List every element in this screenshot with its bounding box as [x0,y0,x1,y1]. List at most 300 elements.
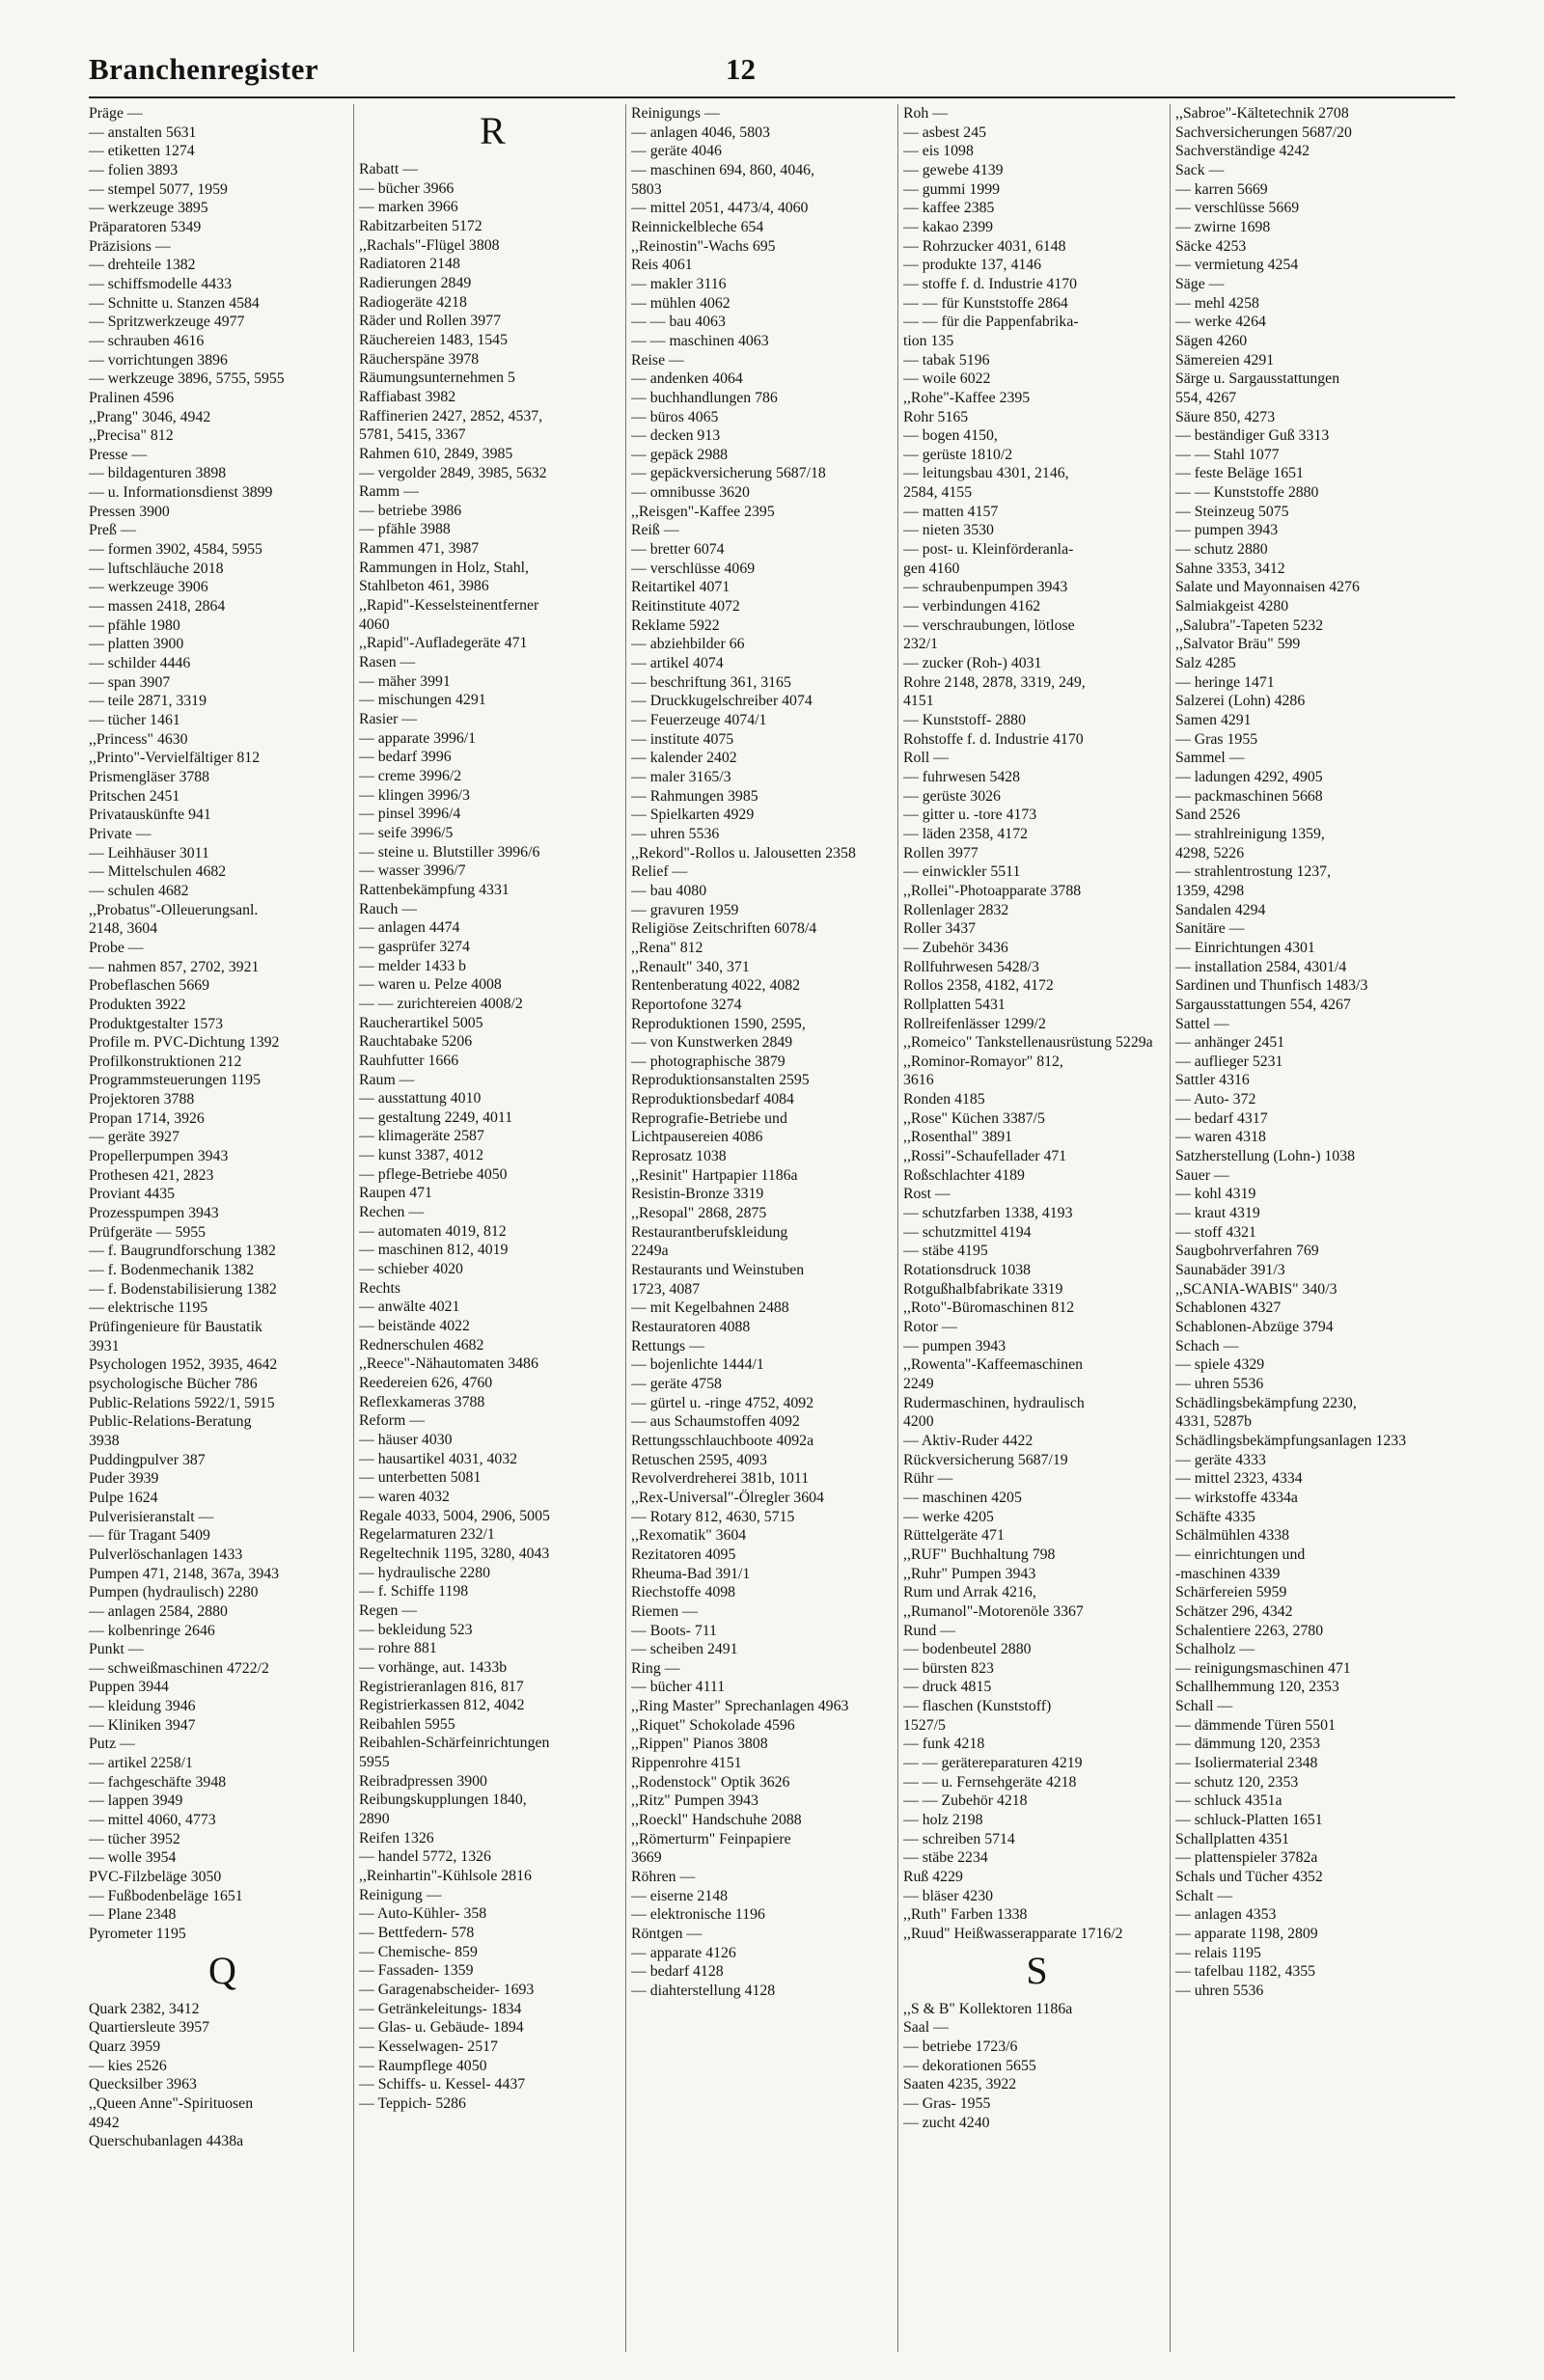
register-entry: — f. Baugrundforschung 1382 [89,1243,276,1260]
register-entry: — verschraubungen, lötlose [903,616,1075,634]
register-entry: Pulverisieranstalt — [89,1508,214,1525]
register-entry: — Mittelschulen 4682 [89,863,227,881]
register-entry: ,,Ritz" Pumpen 3943 [631,1792,758,1810]
register-entry: Raffinerien 2427, 2852, 4537, [359,407,543,424]
register-entry: — wasser 3996/7 [359,862,466,880]
register-entry: Salate und Mayonnaisen 4276 [1175,579,1360,596]
register-entry: — bretter 6074 [631,541,725,559]
register-entry: — Fassaden- 1359 [359,1962,474,1980]
register-entry: ,,Reece"-Nähautomaten 3486 [359,1355,538,1373]
register-entry: — bürsten 823 [903,1659,994,1677]
register-entry: — klingen 3996/3 [359,786,470,804]
register-entry: — anwälte 4021 [359,1299,460,1316]
register-entry: Sanitäre — [1175,920,1245,938]
register-entry: — Schnitte u. Stanzen 4584 [89,294,260,312]
register-entry: Radierungen 2849 [359,274,472,291]
register-entry: ,,Riquet" Schokolade 4596 [631,1716,795,1734]
register-entry: 232/1 [903,636,938,653]
register-entry: — relais 1195 [1175,1944,1261,1961]
register-entry: — zucht 4240 [903,2114,990,2131]
register-entry: — mäher 3991 [359,672,451,690]
register-entry: Putz — [89,1736,135,1753]
register-entry: — artikel 4074 [631,655,724,672]
register-entry: Prüfgeräte — 5955 [89,1223,207,1241]
register-entry: — wirkstoffe 4334a [1175,1489,1298,1506]
register-entry: — — bau 4063 [631,314,726,331]
register-entry: Reibradpressen 3900 [359,1772,487,1790]
register-entry: Propellerpumpen 3943 [89,1148,229,1165]
register-entry: Puder 3939 [89,1470,159,1488]
register-entry: Probe — [89,939,144,956]
register-entry: — bodenbeutel 2880 [903,1641,1032,1658]
register-entry: — werkzeuge 3896, 5755, 5955 [89,370,285,388]
register-entry: — creme 3996/2 [359,768,462,784]
register-entry: Proviant 4435 [89,1186,176,1203]
register-entry: — photographische 3879 [631,1053,786,1070]
register-entry: — handel 5772, 1326 [359,1848,491,1866]
register-entry: Schätzer 296, 4342 [1175,1602,1293,1620]
register-entry: — scheiben 2491 [631,1641,738,1658]
register-entry: — beschriftung 361, 3165 [631,673,791,691]
register-entry: Samen 4291 [1175,712,1252,728]
register-entry: Schalholz — [1175,1641,1255,1658]
register-entry: — drehteile 1382 [89,257,196,274]
register-columns [89,104,1455,2352]
register-entry: Reklame 5922 [631,616,720,634]
register-entry: Rabitzarbeiten 5172 [359,217,482,234]
register-entry: — waren 4318 [1175,1129,1266,1146]
register-entry: Raucherartikel 5005 [359,1014,483,1031]
register-entry: ,,Rollei"-Photoapparate 3788 [903,882,1082,899]
register-entry: ,,Rodenstock" Optik 3626 [631,1773,790,1791]
register-entry: Reifen 1326 [359,1829,434,1847]
register-entry: — maler 3165/3 [631,768,731,785]
register-entry: — schweißmaschinen 4722/2 [89,1659,269,1677]
register-entry: — stäbe 4195 [903,1243,988,1260]
section-letter: R [480,109,506,152]
register-entry: Programmsteuerungen 1195 [89,1072,261,1089]
register-entry: ,,SCANIA-WABIS" 340/3 [1175,1280,1337,1298]
register-entry: Reiß — [631,522,679,539]
register-entry: Säcke 4253 [1175,237,1247,255]
register-entry: Riemen — [631,1602,698,1620]
register-entry: — Feuerzeuge 4074/1 [631,712,767,728]
register-entry: — apparate 4126 [631,1944,736,1961]
register-entry: — Rahmungen 3985 [631,787,758,805]
register-entry: Schall — [1175,1698,1233,1715]
register-entry: — ausstattung 4010 [359,1090,482,1108]
register-entry: Querschubanlagen 4438a [89,2133,244,2150]
register-entry: — pflege-Betriebe 4050 [359,1165,508,1183]
register-entry: — bojenlichte 1444/1 [631,1356,764,1374]
register-entry: Probeflaschen 5669 [89,977,210,995]
register-entry: — vorrichtungen 3896 [89,351,228,369]
column-2 [353,104,626,2352]
register-entry: Rühr — [903,1470,953,1488]
register-entry: — schrauben 4616 [89,332,205,349]
column-1 [89,104,356,2352]
register-entry: Röhren — [631,1869,696,1886]
register-entry: Produktgestalter 1573 [89,1015,224,1032]
register-entry: 3931 [89,1337,120,1354]
column-4 [897,104,1171,2352]
column-5 [1170,104,1455,2352]
page-header [89,48,1455,96]
register-entry: Rollos 2358, 4182, 4172 [903,977,1054,995]
register-entry: ,,Ruhr" Pumpen 3943 [903,1565,1036,1582]
register-entry: — installation 2584, 4301/4 [1175,958,1347,975]
register-entry: Reibahlen-Schärfeinrichtungen [359,1735,550,1752]
register-entry: ,,Rena" 812 [631,939,703,956]
register-entry: Rauhfutter 1666 [359,1052,459,1069]
register-entry: — kohl 4319 [1175,1186,1256,1203]
register-entry: — — zurichtereien 4008/2 [359,995,523,1012]
register-entry: — marken 3966 [359,199,458,216]
register-entry: — u. Informationsdienst 3899 [89,484,273,502]
register-entry: Schädlingsbekämpfungsanlagen 1233 [1175,1432,1407,1449]
register-entry: — leitungsbau 4301, 2146, [903,465,1069,482]
register-entry: — mittel 2051, 4473/4, 4060 [631,200,809,217]
register-entry: Schallplatten 4351 [1175,1830,1290,1847]
register-entry: 554, 4267 [1175,389,1237,406]
register-entry: Ruß 4229 [903,1869,963,1886]
register-entry: Retuschen 2595, 4093 [631,1451,767,1468]
register-entry: — werke 4205 [903,1508,994,1525]
register-entry: ,,Rumanol"-Motorenöle 3367 [903,1602,1084,1620]
register-entry: — nahmen 857, 2702, 3921 [89,958,260,975]
register-entry: Reprografie-Betriebe und [631,1109,787,1127]
register-entry: — für Tragant 5409 [89,1527,210,1545]
register-entry: — uhren 5536 [631,825,720,842]
register-entry: Sandalen 4294 [1175,901,1266,918]
register-entry: Rudermaschinen, hydraulisch [903,1394,1085,1411]
register-entry: Schalentiere 2263, 2780 [1175,1622,1324,1639]
register-entry: — Getränkeleitungs- 1834 [359,2000,522,2017]
register-entry: 2584, 4155 [903,484,973,502]
register-entry: Reitartikel 4071 [631,579,731,596]
register-entry: — funk 4218 [903,1736,985,1753]
register-entry: — vorhänge, aut. 1433b [359,1658,508,1676]
register-entry: Sachversicherungen 5687/20 [1175,123,1352,141]
register-entry: — Garagenabscheider- 1693 [359,1982,535,1998]
register-entry: — holz 2198 [903,1812,983,1829]
register-entry: — dämmung 120, 2353 [1175,1736,1321,1753]
register-entry: — f. Bodenstabilisierung 1382 [89,1280,277,1298]
register-entry: Regelarmaturen 232/1 [359,1526,495,1544]
register-entry: — andenken 4064 [631,370,743,388]
register-entry: ,,Resopal" 2868, 2875 [631,1205,767,1222]
register-entry: — folien 3893 [89,161,179,178]
register-entry: — nieten 3530 [903,522,994,539]
register-entry: — — Stahl 1077 [1175,446,1280,463]
register-entry: — kalender 2402 [631,750,737,767]
register-entry: — lappen 3949 [89,1792,183,1810]
register-entry: ,,Rekord"-Rollos u. Jalousetten 2358 [631,844,856,862]
register-entry: ,,Rachals"-Flügel 3808 [359,236,500,254]
register-entry: Sattel — [1175,1015,1229,1032]
register-entry: — fachgeschäfte 3948 [89,1773,227,1791]
register-entry: — anlagen 4046, 5803 [631,123,770,141]
register-entry: — Leihhäuser 3011 [89,844,209,862]
register-entry: psychologische Bücher 786 [89,1375,258,1392]
register-entry: Schallhemmung 120, 2353 [1175,1679,1339,1696]
register-entry: — schreiben 5714 [903,1830,1015,1847]
register-entry: Schach — [1175,1337,1239,1354]
register-entry: — Spritzwerkzeuge 4977 [89,314,245,331]
register-entry: — strahlentrostung 1237, [1175,863,1332,881]
register-entry: — Fußbodenbeläge 1651 [89,1887,243,1904]
register-entry: Rammen 471, 3987 [359,540,480,558]
register-entry: Saal — [903,2019,949,2037]
section-letter: S [1026,1948,1048,1992]
register-entry: -maschinen 4339 [1175,1565,1281,1582]
register-entry: Salzerei (Lohn) 4286 [1175,693,1306,710]
register-entry: Restauratoren 4088 [631,1319,751,1335]
register-entry: Salmiakgeist 4280 [1175,598,1289,616]
register-entry: Präzisions — [89,237,171,255]
register-entry: Resistin-Bronze 3319 [631,1186,764,1203]
register-entry: — gerüste 3026 [903,787,1001,805]
register-entry: ,,Ruud" Heißwasserapparate 1716/2 [903,1926,1123,1942]
register-entry: Räumungsunternehmen 5 [359,369,515,387]
register-entry: Roh — [903,105,949,122]
register-entry: Rammungen in Holz, Stahl, [359,559,529,576]
register-entry: Sack — [1175,161,1225,178]
register-entry: Preß — [89,522,136,539]
register-entry: — betriebe 1723/6 [903,2038,1018,2055]
register-entry: Reinnickelbleche 654 [631,218,764,235]
register-entry: — läden 2358, 4172 [903,825,1028,842]
register-entry: — anhänger 2451 [1175,1034,1285,1052]
register-entry: — pumpen 3943 [903,1337,1006,1354]
register-entry: — mittel 2323, 4334 [1175,1470,1303,1488]
register-entry: ,,Rexomatik" 3604 [631,1527,747,1545]
register-entry: gen 4160 [903,560,960,577]
register-entry: Rattenbekämpfung 4331 [359,881,510,898]
register-entry: ,,Ruth" Farben 1338 [903,1906,1028,1924]
register-entry: Rabatt — [359,161,418,178]
register-entry: — Schiffs- u. Kessel- 4437 [359,2076,526,2093]
register-entry: ,,Rapid"-Aufladegeräte 471 [359,635,528,652]
register-entry: — asbest 245 [903,123,986,141]
register-entry: Rollreifenlässer 1299/2 [903,1015,1046,1032]
register-entry: — schutz 2880 [1175,541,1268,559]
register-entry: Rohr 5165 [903,408,969,425]
register-entry: Rettungs — [631,1337,704,1354]
register-entry: 2148, 3604 [89,920,158,938]
register-entry: Ramm — [359,483,419,501]
register-entry: — kakao 2399 [903,218,994,235]
register-entry: Roll — [903,750,949,767]
register-entry: Särge u. Sargausstattungen [1175,370,1340,388]
register-entry: — strahlreinigung 1359, [1175,825,1325,842]
register-entry: — verbindungen 4162 [903,598,1041,616]
register-entry: Pritschen 2451 [89,787,180,805]
register-entry: Pralinen 4596 [89,389,175,406]
register-entry: — gerüste 1810/2 [903,446,1013,463]
register-entry: — uhren 5536 [1175,1375,1264,1392]
register-entry: — eiserne 2148 [631,1887,729,1904]
register-entry: — Glas- u. Gebäude- 1894 [359,2019,524,2037]
register-entry: ,,Prang" 3046, 4942 [89,408,211,425]
register-entry: 2890 [359,1811,390,1828]
register-entry: ,,Salubra"-Tapeten 5232 [1175,616,1324,634]
register-entry: Rohre 2148, 2878, 3319, 249, [903,673,1086,691]
register-entry: ,,Princess" 4630 [89,730,188,748]
register-entry: ,,Rominor-Romayor" 812, [903,1053,1063,1070]
section-letter: Q [208,1948,236,1992]
register-entry: Reinigung — [359,1886,442,1903]
register-entry: — bildagenturen 3898 [89,465,227,482]
register-entry: Röntgen — [631,1926,703,1942]
register-entry: Rollplatten 5431 [903,996,1006,1013]
register-entry: Registrieranlagen 816, 817 [359,1678,524,1695]
register-entry: Religiöse Zeitschriften 6078/4 [631,920,817,938]
register-entry: Rüttelgeräte 471 [903,1527,1005,1545]
register-entry: Roller 3437 [903,920,977,938]
register-entry: — uhren 5536 [1175,1982,1264,1999]
register-entry: — apparate 3996/1 [359,729,477,747]
register-entry: — tafelbau 1182, 4355 [1175,1963,1316,1981]
register-entry: Regeltechnik 1195, 3280, 4043 [359,1545,550,1562]
register-entry: Rotgußhalbfabrikate 3319 [903,1280,1063,1298]
register-entry: — Zubehör 3436 [903,939,1008,956]
register-entry: ,,Printo"-Vervielfältiger 812 [89,750,261,767]
register-entry: Private — [89,825,152,842]
page-title: Branchenregister [89,52,319,86]
register-entry: 4331, 5287b [1175,1413,1252,1431]
register-entry: Satzherstellung (Lohn-) 1038 [1175,1148,1356,1165]
register-entry: Präparatoren 5349 [89,218,202,235]
register-entry: — schluck 4351a [1175,1792,1282,1810]
register-entry: Raum — [359,1071,415,1088]
register-entry: Pumpen (hydraulisch) 2280 [89,1584,259,1601]
register-entry: ,,Reinhartin"-Kühlsole 2816 [359,1868,532,1885]
register-entry: — matten 4157 [903,503,999,520]
register-entry: — Gras- 1955 [903,2094,991,2112]
register-entry: — f. Bodenmechanik 1382 [89,1262,255,1279]
register-entry: Prothesen 421, 2823 [89,1166,214,1184]
register-entry: ,,Rosenthal" 3891 [903,1129,1013,1146]
register-entry: — kunst 3387, 4012 [359,1147,484,1164]
register-entry: — etiketten 1274 [89,143,195,160]
register-entry: — gewebe 4139 [903,161,1004,178]
register-entry: — anlagen 2584, 2880 [89,1602,228,1620]
register-entry: — apparate 1198, 2809 [1175,1926,1318,1942]
register-entry: — decken 913 [631,427,721,445]
register-entry: Schärfereien 5959 [1175,1584,1287,1601]
register-entry: — kleidung 3946 [89,1698,196,1715]
register-entry: — Einrichtungen 4301 [1175,939,1315,956]
register-entry: — zwirne 1698 [1175,218,1271,235]
register-entry: Rund — [903,1622,955,1639]
register-entry: — Gras 1955 [1175,730,1258,748]
register-entry: Schäfte 4335 [1175,1508,1255,1525]
register-entry: — Boots- 711 [631,1622,717,1639]
register-entry: ,,RUF" Buchhaltung 798 [903,1546,1056,1563]
register-entry: — abziehbilder 66 [631,636,745,653]
register-entry: — werkzeuge 3906 [89,579,208,596]
register-entry: Sachverständige 4242 [1175,143,1310,160]
register-entry: — f. Schiffe 1198 [359,1583,469,1600]
register-entry: — gürtel u. -ringe 4752, 4092 [631,1394,814,1411]
register-entry: Präge — [89,105,143,122]
register-entry: 4942 [89,2114,120,2131]
register-entry: 2249a [631,1243,669,1260]
register-entry: Rheuma-Bad 391/1 [631,1565,751,1582]
register-entry: — formen 3902, 4584, 5955 [89,541,262,559]
register-entry: Riechstoffe 4098 [631,1584,736,1601]
register-entry: Prozesspumpen 3943 [89,1205,219,1222]
register-entry: Rollfuhrwesen 5428/3 [903,958,1039,975]
register-entry: Rotor — [903,1319,957,1335]
register-entry: Sammel — [1175,750,1245,767]
register-entry: 3669 [631,1849,662,1867]
register-entry: Salz 4285 [1175,655,1236,672]
register-entry: Rotationsdruck 1038 [903,1262,1032,1279]
register-entry: Rechts [359,1279,400,1297]
register-entry: — waren 4032 [359,1488,450,1505]
register-entry: — bedarf 4128 [631,1963,724,1981]
register-entry: — platten 3900 [89,636,184,653]
register-entry: ,,Rex-Universal"-Ölregler 3604 [631,1489,824,1506]
register-entry: — span 3907 [89,673,171,691]
register-entry: — bogen 4150, [903,427,998,445]
register-entry: Sattler 4316 [1175,1072,1250,1089]
register-entry: ,,S & B" Kollektoren 1186a [903,2000,1073,2017]
register-entry: — pfähle 1980 [89,616,180,634]
register-entry: Restaurants und Weinstuben [631,1262,805,1279]
register-entry: Säge — [1175,275,1225,292]
register-entry: Pumpen 471, 2148, 367a, 3943 [89,1565,280,1582]
register-entry: Rauchtabake 5206 [359,1033,473,1051]
register-entry: — rohre 881 [359,1640,437,1657]
register-entry: Revolverdreherei 381b, 1011 [631,1470,810,1488]
register-entry: — werkzeuge 3895 [89,200,208,217]
register-entry: ,,Römerturm" Feinpapiere [631,1830,791,1847]
register-entry: Puppen 3944 [89,1679,169,1696]
register-entry: ,,Precisa" 812 [89,427,174,445]
register-entry: — — Kunststoffe 2880 [1175,484,1319,502]
register-entry: Rechen — [359,1204,425,1221]
register-entry: ,,Probatus"-Olleuerungsanl. [89,901,259,918]
register-entry: Rost — [903,1186,951,1203]
register-entry: Rippenrohre 4151 [631,1755,742,1772]
register-entry: — mischungen 4291 [359,692,486,709]
register-entry: Stahlbeton 461, 3986 [359,578,489,595]
register-entry: Reibungskupplungen 1840, [359,1792,527,1809]
register-entry: — maschinen 694, 860, 4046, [631,161,814,178]
register-entry: Relief — [631,863,688,881]
register-entry: 3616 [903,1072,934,1089]
register-entry: ,,Sabroe"-Kältetechnik 2708 [1175,105,1349,122]
register-entry: — stempel 5077, 1959 [89,180,228,198]
register-entry: ,,Resinit" Hartpapier 1186a [631,1166,798,1184]
register-entry: ,,Rippen" Pianos 3808 [631,1736,768,1753]
register-entry: Pyrometer 1195 [89,1926,186,1942]
register-entry: Restaurantberufskleidung [631,1223,788,1241]
register-entry: Rahmen 610, 2849, 3985 [359,445,513,462]
register-entry: — gasprüfer 3274 [359,938,470,955]
register-entry: Rednerschulen 4682 [359,1336,484,1354]
register-entry: — buchhandlungen 786 [631,389,778,406]
register-entry: — beständiger Guß 3313 [1175,427,1330,445]
register-entry: ,,Rapid"-Kesselsteinentferner [359,597,539,615]
register-entry: — geräte 4758 [631,1375,722,1392]
register-entry: — bedarf 3996 [359,749,452,766]
register-entry: — einwickler 5511 [903,863,1021,881]
register-entry: Reinigungs — [631,105,720,122]
